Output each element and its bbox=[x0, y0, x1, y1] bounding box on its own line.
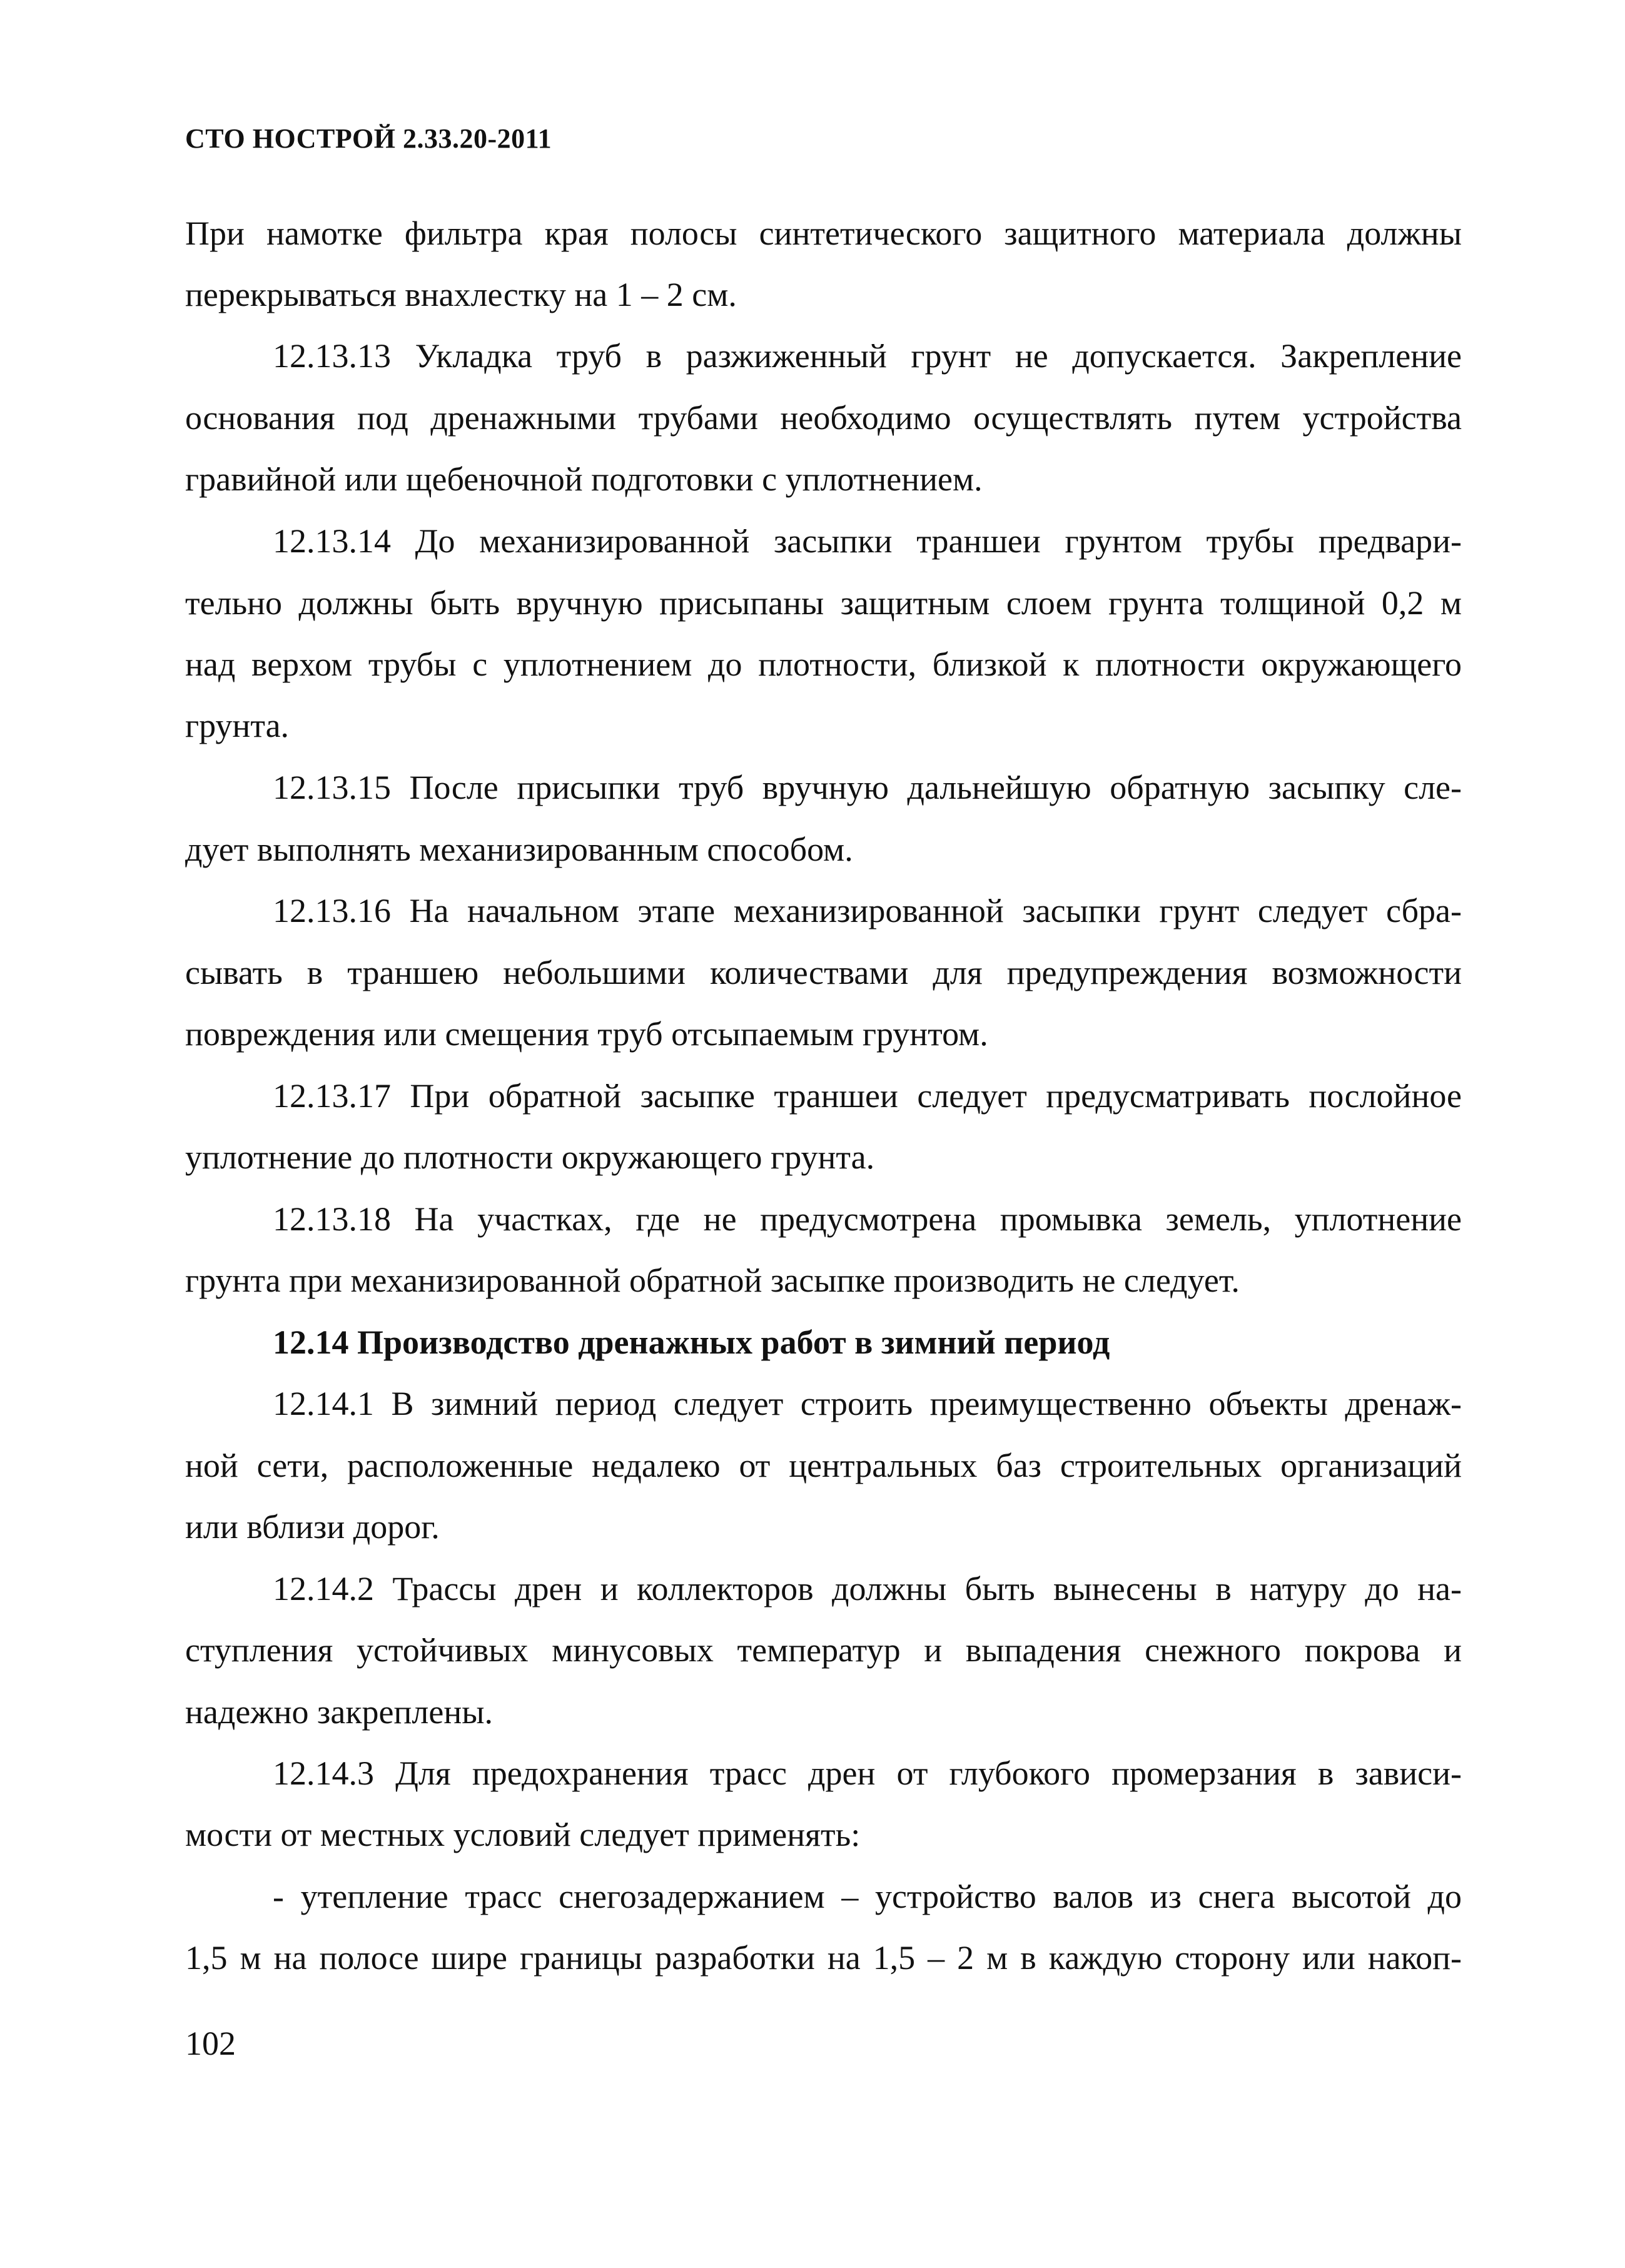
text-line: повреждения или смещения труб отсыпаемым грунтом. bbox=[185, 1015, 988, 1053]
text-line: 12.13.18 На участках, где не предусмотрена промывка земель, уплотнение bbox=[273, 1200, 1462, 1238]
text-line: 12.13.16 На начальном этапе механизированной засыпки грунт следует сбра- bbox=[273, 892, 1462, 929]
text-line: ной сети, расположенные недалеко от центральных баз строительных организаций bbox=[185, 1447, 1462, 1484]
section-heading: 12.14 Производство дренажных работ в зимний период bbox=[273, 1324, 1110, 1361]
document-header: СТО НОСТРОЙ 2.33.20-2011 bbox=[185, 123, 552, 154]
text-line: 12.13.17 При обратной засыпке траншеи следует предусматривать послойное bbox=[273, 1077, 1462, 1115]
page-number: 102 bbox=[185, 2025, 236, 2062]
text-line: грунта при механизированной обратной засыпке производить не следует. bbox=[185, 1262, 1240, 1299]
text-line: ступления устойчивых минусовых температур и выпадения снежного покрова и bbox=[185, 1631, 1462, 1669]
text-line: уплотнение до плотности окружающего грунта. bbox=[185, 1138, 875, 1176]
text-line: 12.13.15 После присыпки труб вручную дальнейшую обратную засыпку сле- bbox=[273, 769, 1462, 806]
text-line: грунта. bbox=[185, 707, 290, 744]
text-line: или вблизи дорог. bbox=[185, 1508, 440, 1546]
text-line: дует выполнять механизированным способом. bbox=[185, 831, 853, 868]
text-line: надежно закреплены. bbox=[185, 1693, 494, 1731]
text-line: основания под дренажными трубами необходимо осуществлять путем устройства bbox=[185, 399, 1462, 437]
text-line: сывать в траншею небольшими количествами для предупреждения возможности bbox=[185, 954, 1462, 991]
text-line: 12.14.1 В зимний период следует строить преимущественно объекты дренаж- bbox=[273, 1385, 1462, 1422]
text-line: 12.14.3 Для предохранения трасс дрен от глубокого промерзания в зависи- bbox=[273, 1754, 1462, 1792]
text-line: 12.13.13 Укладка труб в разжиженный грунт не допускается. Закрепление bbox=[273, 337, 1462, 375]
text-line: При намотке фильтра края полосы синтетического защитного материала должны bbox=[185, 215, 1462, 252]
text-line: тельно должны быть вручную присыпаны защитным слоем грунта толщиной 0,2 м bbox=[185, 584, 1462, 622]
text-line: перекрываться внахлестку на 1 – 2 см. bbox=[185, 276, 737, 313]
text-line: - утепление трасс снегозадержанием – устройство валов из снега высотой до bbox=[273, 1878, 1462, 1915]
text-line: 12.14.2 Трассы дрен и коллекторов должны быть вынесены в натуру до на- bbox=[273, 1570, 1462, 1607]
text-line: гравийной или щебеночной подготовки с уплотнением. bbox=[185, 460, 983, 498]
text-line: над верхом трубы с уплотнением до плотности, близкой к плотности окружающего bbox=[185, 645, 1462, 683]
text-line: 12.13.14 До механизированной засыпки траншеи грунтом трубы предвари- bbox=[273, 522, 1462, 560]
text-line: 1,5 м на полосе шире границы разработки на 1,5 – 2 м в каждую сторону или накоп- bbox=[185, 1939, 1462, 1977]
text-line: мости от местных условий следует применять: bbox=[185, 1816, 861, 1853]
